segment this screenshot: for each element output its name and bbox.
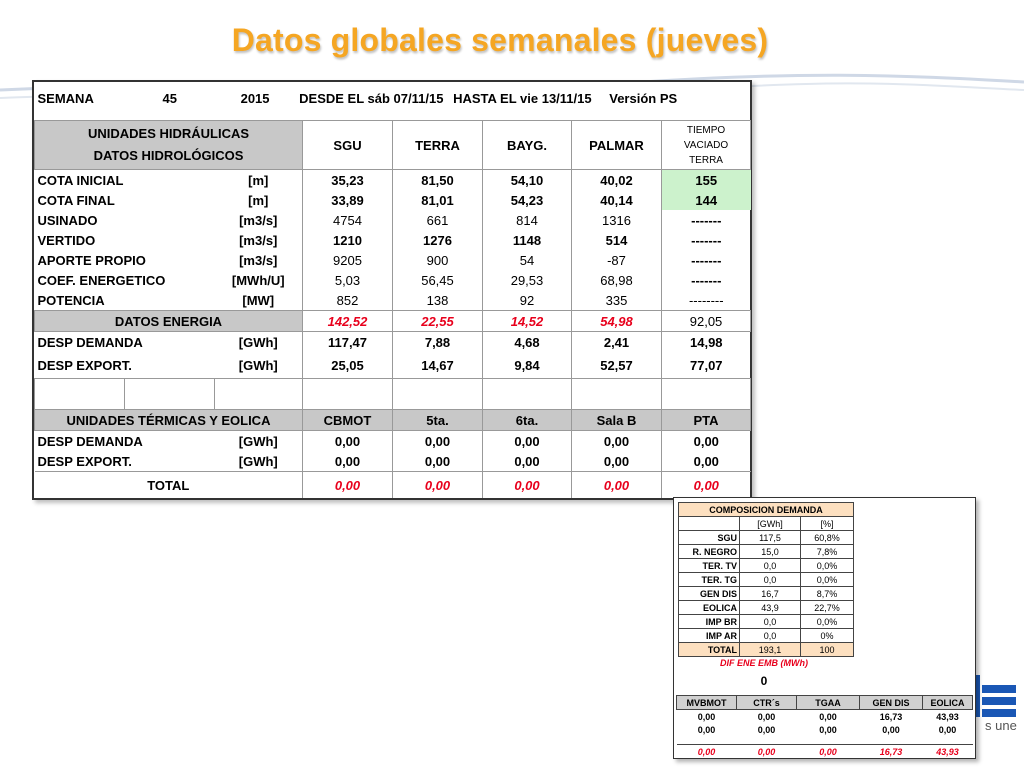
cell: 9,84 [483,352,572,379]
hydro-column-header [35,121,751,170]
comp-pct: 0,0% [801,573,854,587]
total-cell: 0,00 [303,472,393,499]
year-value: 2015 [240,90,270,106]
comp-gwh: 16,7 [740,587,801,601]
col-bayg: BAYG. [483,121,572,170]
cell: 900 [393,250,483,270]
table-row [35,332,751,353]
tiempo-line-2: VACIADO [683,139,729,151]
energia-bayg: 14,52 [483,311,572,332]
sub-total-cell: 0,00 [757,746,776,757]
cell: 0,00 [757,724,776,735]
cell: 0,00 [697,724,716,735]
row-unit: [m3/s] [239,232,278,248]
table-row [35,210,751,230]
comp-total-label: TOTAL [679,643,740,657]
total-cell: 0,00 [572,472,662,499]
list-item [679,559,854,573]
cell: 1276 [393,230,483,250]
energia-row [35,311,751,332]
cell: 0,00 [819,724,837,735]
tiempo-cell: ------- [662,270,751,290]
col-6ta: 6ta. [483,410,572,431]
cell: 2,41 [572,332,662,353]
hasta-label: HASTA EL [453,90,517,106]
col-tiempo-vaciado [662,121,751,170]
semana-value: 45 [162,90,177,106]
comp-total-row [679,643,854,657]
tiempo-cell: -------- [662,290,751,311]
comp-pct: 7,8% [801,545,854,559]
table-row [677,710,973,724]
row-unit: [GWh] [238,433,278,449]
comp-pct: 0,0% [801,559,854,573]
thermal-column-header [35,410,751,431]
row-unit: [m3/s] [239,252,278,268]
thermal-title: UNIDADES TÉRMICAS Y EOLICA [35,410,303,431]
cell: 54 [483,250,572,270]
energia-palmar: 54,98 [572,311,662,332]
cell: 81,01 [393,190,483,210]
cell: 25,05 [303,352,393,379]
comp-gwh: 0,0 [740,615,801,629]
total-label: TOTAL [35,472,303,499]
row-label: DESP EXPORT. [37,357,132,373]
cell: 1210 [303,230,393,250]
weekly-data-table [32,80,752,500]
cell: 54,23 [483,190,572,210]
cell: 52,57 [572,352,662,379]
comp-label: EOLICA [679,601,740,615]
col-pta: PTA [662,410,751,431]
col-gwh: [GWh] [740,517,801,531]
comp-pct: 8,7% [801,587,854,601]
row-label: DESP DEMANDA [37,334,143,350]
row-unit: [m] [248,172,269,188]
row-unit: [GWh] [238,453,278,469]
comp-label: IMP BR [679,615,740,629]
row-unit: [MWh/U] [231,272,285,288]
total-cell: 0,00 [662,472,751,499]
semana-label: SEMANA [37,90,94,106]
cell: 0,00 [483,431,572,452]
brand-text: s une [985,718,1017,733]
comp-label: SGU [679,531,740,545]
total-row [35,472,751,499]
cell: 33,89 [303,190,393,210]
tiempo-cell: ------- [662,230,751,250]
cell: -87 [572,250,662,270]
page-title: Datos globales semanales (jueves) [231,22,769,58]
desde-label: DESDE EL [299,90,364,106]
list-item [679,573,854,587]
cell: 92 [483,290,572,311]
row-label: DESP DEMANDA [37,433,143,449]
comp-pct: 0% [801,629,854,643]
cell: 43,93 [936,711,959,722]
list-item [679,545,854,559]
table-row [35,230,751,250]
dif-ene-label: DIF ENE EMB (MWh) [720,658,808,668]
row-label: APORTE PROPIO [37,252,146,268]
row-label: DESP EXPORT. [37,453,132,469]
comp-label: IMP AR [679,629,740,643]
cell: 1148 [483,230,572,250]
sub-total-cell: 43,93 [936,746,959,757]
comp-gwh: 43,9 [740,601,801,615]
cell: 0,00 [697,711,716,722]
cell: 0,00 [572,451,662,472]
tiempo-cell: 144 [662,190,751,210]
cell: 0,00 [938,724,957,735]
col-terra: TERRA [393,121,483,170]
row-label: USINADO [37,212,98,228]
sub-total-row [677,745,973,759]
col-tgaa: TGAA [797,696,860,710]
cell: 514 [572,230,662,250]
cell: 4,68 [483,332,572,353]
demand-composition-panel [673,497,976,759]
cell: 335 [572,290,662,311]
cell: 1316 [572,210,662,230]
list-item [679,629,854,643]
tiempo-cell: 155 [662,170,751,191]
cell: 0,00 [757,711,776,722]
cell: 56,45 [393,270,483,290]
cell: 0,00 [882,724,900,735]
table-row [35,431,751,452]
comp-total-gwh: 193,1 [740,643,801,657]
comp-total-pct: 100 [801,643,854,657]
brand-logo [972,655,1024,768]
cell: 0,00 [303,451,393,472]
table-row [35,270,751,290]
cell: 54,10 [483,170,572,191]
cell: 5,03 [303,270,393,290]
col-gen-dis: GEN DIS [860,696,923,710]
col-ctrs: CTR´s [737,696,797,710]
cell: 35,23 [303,170,393,191]
cell: 77,07 [662,352,751,379]
week-header-row [35,82,751,114]
col-sgu: SGU [303,121,393,170]
table-row [35,170,751,191]
row-unit: [GWh] [238,357,278,373]
col-palmar: PALMAR [572,121,662,170]
cell: 117,47 [303,332,393,353]
col-mvbmot: MVBMOT [677,696,737,710]
list-item [679,601,854,615]
comp-gwh: 0,0 [740,629,801,643]
spacer-row [35,379,751,410]
cell: 0,00 [819,711,837,722]
sub-total-cell: 16,73 [879,746,903,757]
energia-terra: 22,55 [393,311,483,332]
cell: 0,00 [572,431,662,452]
cell: 0,00 [303,431,393,452]
list-item [679,531,854,545]
row-label: POTENCIA [37,292,105,308]
row-label: COEF. ENERGETICO [37,272,166,288]
cell: 0,00 [662,431,751,452]
row-label: VERTIDO [37,232,96,248]
tiempo-cell: ------- [662,210,751,230]
row-unit: [GWh] [238,334,278,350]
total-cell: 0,00 [483,472,572,499]
col-cbmot: CBMOT [303,410,393,431]
cell: 29,53 [483,270,572,290]
row-label: COTA FINAL [37,192,115,208]
cell: 0,00 [662,451,751,472]
composicion-title: COMPOSICION DEMANDA [679,503,854,517]
table-row [35,290,751,311]
tiempo-line-1: TIEMPO [686,124,726,136]
comp-label: TER. TG [679,573,740,587]
col-sala-b: Sala B [572,410,662,431]
energia-label: DATOS ENERGIA [35,311,303,332]
col-eolica: EOLICA [923,696,973,710]
empty-header [679,517,740,531]
comp-label: R. NEGRO [679,545,740,559]
hasta-value: vie 13/11/15 [520,90,592,106]
row-unit: [MW] [242,292,275,308]
cell: 14,67 [393,352,483,379]
list-item [679,615,854,629]
cell: 16,73 [879,711,903,722]
col-pct: [%] [801,517,854,531]
comp-label: TER. TV [679,559,740,573]
cell: 68,98 [572,270,662,290]
table-row [677,723,973,736]
cell: 0,00 [393,451,483,472]
total-cell: 0,00 [393,472,483,499]
hydro-title: UNIDADES HIDRÁULICAS [87,126,250,141]
table-row [35,190,751,210]
comp-pct: 22,7% [801,601,854,615]
table-row [35,250,751,270]
comp-pct: 0,0% [801,615,854,629]
tiempo-line-3: TERRA [689,154,723,166]
comp-label: GEN DIS [679,587,740,601]
table-row [35,451,751,472]
cell: 0,00 [483,451,572,472]
cell: 138 [393,290,483,311]
cell: 0,00 [393,431,483,452]
comp-gwh: 0,0 [740,559,801,573]
comp-gwh: 0,0 [740,573,801,587]
table-row [35,352,751,379]
generation-subtable [676,695,973,758]
row-label: COTA INICIAL [37,172,124,188]
comp-gwh: 117,5 [740,531,801,545]
desde-value: sáb 07/11/15 [367,90,444,106]
energia-sgu: 142,52 [303,311,393,332]
cell: 9205 [303,250,393,270]
comp-gwh: 15,0 [740,545,801,559]
tiempo-cell: ------- [662,250,751,270]
dif-ene-value: 0 [760,674,768,688]
comp-pct: 60,8% [801,531,854,545]
cell: 14,98 [662,332,751,353]
row-unit: [m3/s] [239,212,278,228]
cell: 40,02 [572,170,662,191]
cell: 814 [483,210,572,230]
hydrologic-title: DATOS HIDROLÓGICOS [93,148,244,163]
sub-total-cell: 0,00 [697,746,716,757]
sub-total-cell: 0,00 [819,746,837,757]
cell: 81,50 [393,170,483,191]
energia-tiempo: 92,05 [662,311,751,332]
cell: 852 [303,290,393,311]
version-value: PS [659,90,678,106]
col-5ta: 5ta. [393,410,483,431]
cell: 661 [393,210,483,230]
version-label: Versión [609,90,657,106]
row-unit: [m] [248,192,269,208]
cell: 4754 [303,210,393,230]
cell: 40,14 [572,190,662,210]
cell: 7,88 [393,332,483,353]
list-item [679,587,854,601]
